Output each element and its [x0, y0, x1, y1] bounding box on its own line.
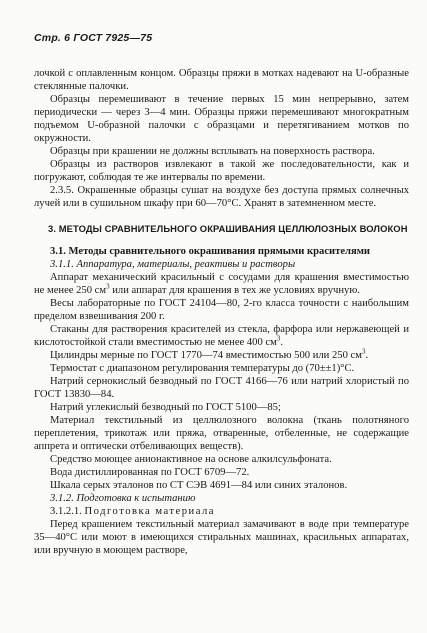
paragraph: Образцы при крашении не должны всплывать на поверхность раствора. — [50, 146, 375, 157]
paragraph: Материал текстильный из целлюлозного волокна (ткань полотняного переплетения, трикотаж или пряжа, отваренные, отбеленные, не содержащие аппрета и оптически отбеливающих веществ). — [34, 415, 409, 452]
text-span: Аппарат механический красильный с сосудами для крашения вместимостью не менее 250 см — [34, 272, 409, 296]
subsection-heading-italic — [34, 258, 409, 271]
subsection-heading: 3.1.2. Подготовка к испытанию — [50, 493, 196, 504]
paragraph: Образцы перемешивают в течение первых 15 мин непрерывно, затем периодически — через 3—4 мин. Образцы пряжи перемешивают многократным подъемом U-образной палочки с образцами и перетягиванием мотков по окружности. — [34, 94, 409, 144]
paragraph: Шкала серых эталонов по СТ СЭВ 4691—84 или синих эталонов. — [50, 480, 348, 491]
text-span: . — [365, 350, 369, 361]
superscript: 3 — [361, 347, 366, 356]
paragraph: лочкой с оплавленным концом. Образцы пряжи в мотках надевают на U-образные стеклянные палочки. — [34, 68, 409, 92]
paragraph — [34, 323, 409, 349]
paragraph: Образцы из растворов извлекают в такой же последовательности, как и погружают, соблюдая те же интервалы по времени. — [34, 159, 409, 183]
text-span: или аппарат для крашения в тех же условиях вручную. — [109, 285, 360, 296]
text-span: Цилиндры мерные по ГОСТ 1770—74 вместимостью 500 или 250 см — [50, 350, 362, 361]
clause-title: Подготовка материала — [84, 506, 215, 517]
page-header: Стр. 6 ГОСТ 7925—75 — [34, 32, 153, 44]
paragraph: Весы лабораторные по ГОСТ 24104—80, 2-го класса точности с наибольшим пределом взвешивания 200 г. — [34, 298, 409, 322]
paragraph: Термостат с диапазоном регулирования температуры до (70±±1)°С. — [50, 363, 355, 374]
clause-number: 3.1.2.1. — [50, 506, 85, 517]
paragraph: Натрий сернокислый безводный по ГОСТ 4166—76 или натрий хлористый по ГОСТ 13830—84. — [34, 376, 409, 400]
paragraph: Вода дистиллированная по ГОСТ 6709—72. — [50, 467, 250, 478]
paragraph: 2.3.5. Окрашенные образцы сушат на воздухе без доступа прямых солнечных лучей или в сушильном шкафу при 60—70°С. Хранят в затемненном месте. — [34, 185, 409, 209]
subsection-title: 3.1.1. Аппаратура, материалы, реактивы и растворы — [50, 259, 296, 270]
paragraph: Натрий углекислый безводный по ГОСТ 5100—85; — [50, 402, 281, 413]
superscript: 3 — [106, 282, 110, 291]
text-span: . — [280, 337, 283, 348]
section-heading: 3. МЕТОДЫ СРАВНИТЕЛЬНОГО ОКРАШИВАНИЯ ЦЕЛЛЮЛОЗНЫХ ВОЛОКОН — [48, 223, 408, 234]
paragraph: Средство моющее анионактивное на основе алкилсульфоната. — [50, 454, 332, 465]
paragraph: Перед крашением текстильный материал замачивают в воде при температуре 35—40°С или моют в имеющихся стиральных машинах, красильных аппаратах, или вручную в моющем растворе, — [34, 519, 409, 556]
subsubsection-heading — [34, 505, 409, 518]
paragraph — [34, 271, 409, 297]
paragraph — [34, 349, 409, 362]
superscript: 3 — [276, 334, 281, 343]
subsection-heading: 3.1. Методы сравнительного окрашивания прямыми красителями — [50, 246, 371, 257]
text-span: Стаканы для растворения красителей из стекла, фарфора или нержавеющей и кислотостойкой стали вместимостью не менее 400 см — [34, 324, 409, 348]
